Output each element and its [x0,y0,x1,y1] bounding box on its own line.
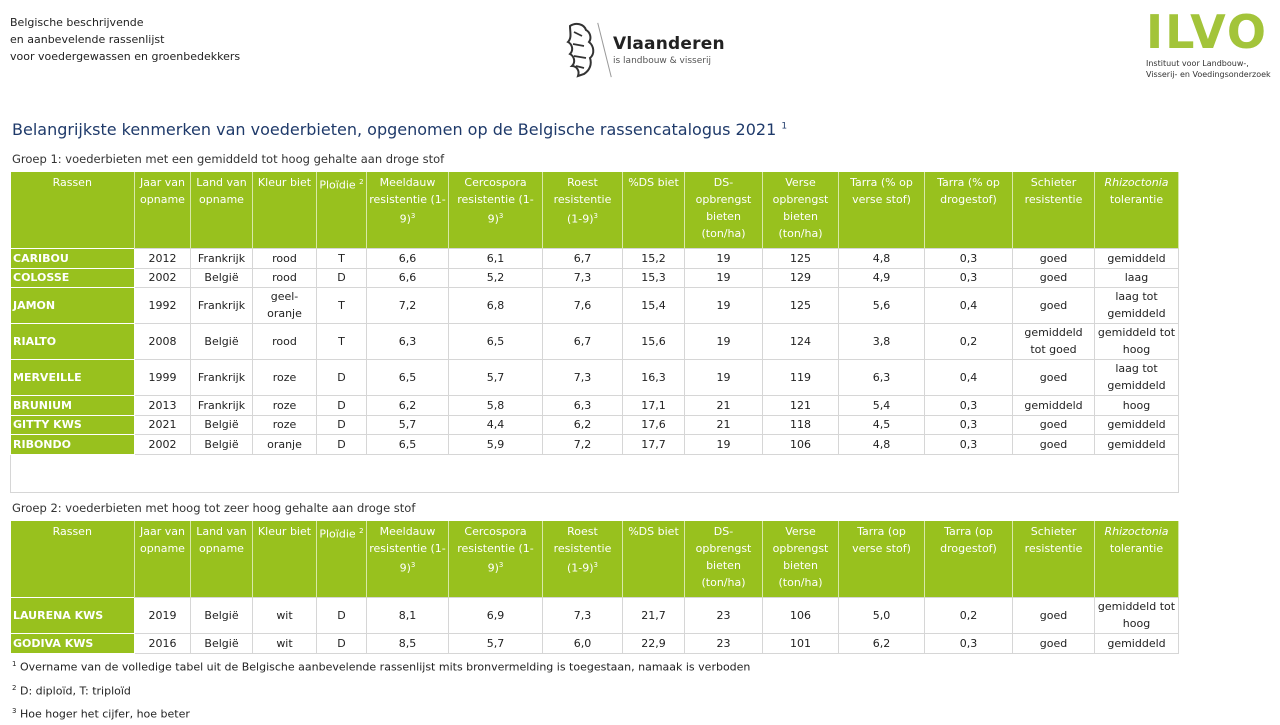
cell-rassen: MERVEILLE [11,359,135,395]
flemish-lion-icon [562,20,598,80]
table-spacer-row [11,454,1179,492]
cell-tarra-vers: 4,9 [839,268,925,287]
col-verse-opbrengst: Verse opbrengst bieten (ton/ha) [763,172,839,248]
cell-ds-biet: 15,4 [623,287,685,323]
table-row [11,359,1179,395]
cell-rhizoctonia: hoog [1095,395,1179,415]
cell-roest: 7,3 [543,359,623,395]
footnote-3: $^3$ Hoe hoger het cijfer, hoe beter [12,707,190,721]
cell-ds-biet: 16,3 [623,359,685,395]
table-row [11,287,1179,323]
cell-roest: 6,7 [543,248,623,268]
col-schieter: Schieter resistentie [1013,521,1095,597]
cell-meeldauw: 6,5 [367,434,449,454]
cell-rhizoctonia: gemiddeld [1095,434,1179,454]
cell-tarra-droog: 0,3 [925,248,1013,268]
cell-kleur: roze [253,415,317,434]
table-row [11,248,1179,268]
group2-header-row [11,521,1179,597]
cell-schieter: goed [1013,633,1095,653]
cell-roest: 7,3 [543,597,623,633]
cell-cercospora: 5,9 [449,434,543,454]
cell-land: België [191,434,253,454]
col-tarra-droog: Tarra (op drogestof) [925,521,1013,597]
subtitle-line-3: voor voedergewassen en groenbedekkers [10,50,241,63]
cell-rhizoctonia: gemiddeld tot hoog [1095,323,1179,359]
col-rassen: Rassen [11,521,135,597]
group1-header-row [11,172,1179,248]
cell-tarra-droog: 0,3 [925,415,1013,434]
footnote-2: $^2$ D: diploïd, T: triploïd [12,683,131,698]
cell-tarra-droog: 0,3 [925,395,1013,415]
col-ds-opbrengst: DS-opbrengst bieten (ton/ha) [685,521,763,597]
cell-verse-opbrengst: 118 [763,415,839,434]
cell-tarra-vers: 5,4 [839,395,925,415]
table-row [11,395,1179,415]
cell-ds-biet: 17,1 [623,395,685,415]
cell-verse-opbrengst: 106 [763,434,839,454]
cell-rassen: JAMON [11,287,135,323]
col-jaar: Jaar van opname [135,521,191,597]
cell-rhizoctonia: laag tot gemiddeld [1095,359,1179,395]
cell-ds-opbrengst: 23 [685,597,763,633]
group1-table [10,172,1179,493]
cell-rhizoctonia: laag [1095,268,1179,287]
cell-tarra-vers: 4,8 [839,434,925,454]
cell-roest: 7,6 [543,287,623,323]
cell-ploidie: D [317,597,367,633]
table-row [11,323,1179,359]
cell-rassen: RIALTO [11,323,135,359]
table-row [11,268,1179,287]
col-tarra-vers: Tarra (% op verse stof) [839,172,925,248]
cell-verse-opbrengst: 125 [763,287,839,323]
cell-jaar: 2019 [135,597,191,633]
cell-schieter: goed [1013,434,1095,454]
cell-rassen: GITTY KWS [11,415,135,434]
cell-tarra-vers: 5,6 [839,287,925,323]
col-cercospora: Cercospora resistentie $(1-9)^3$ [449,172,543,248]
col-land: Land van opname [191,172,253,248]
vlaanderen-logo [562,20,725,80]
cell-cercospora: 4,4 [449,415,543,434]
cell-meeldauw: 7,2 [367,287,449,323]
col-verse-opbrengst: Verse opbrengst bieten (ton/ha) [763,521,839,597]
col-rhizoctonia: Rhizoctonia tolerantie [1095,172,1179,248]
cell-roest: 6,7 [543,323,623,359]
col-meeldauw: Meeldauw resistentie $(1-9)^3$ [367,172,449,248]
cell-ploidie: D [317,395,367,415]
cell-cercospora: 6,9 [449,597,543,633]
cell-cercospora: 5,7 [449,359,543,395]
cell-jaar: 2002 [135,434,191,454]
col-tarra-vers: Tarra (op verse stof) [839,521,925,597]
cell-ds-opbrengst: 21 [685,415,763,434]
cell-schieter: goed [1013,415,1095,434]
cell-tarra-vers: 4,8 [839,248,925,268]
cell-rassen: GODIVA KWS [11,633,135,653]
cell-land: Frankrijk [191,287,253,323]
cell-roest: 6,2 [543,415,623,434]
cell-jaar: 2016 [135,633,191,653]
cell-meeldauw: 6,6 [367,248,449,268]
cell-land: België [191,633,253,653]
cell-ploidie: T [317,323,367,359]
table-row [11,633,1179,653]
cell-rhizoctonia: laag tot gemiddeld [1095,287,1179,323]
cell-cercospora: 5,2 [449,268,543,287]
cell-tarra-droog: 0,4 [925,287,1013,323]
cell-schieter: goed [1013,268,1095,287]
cell-tarra-droog: 0,2 [925,323,1013,359]
cell-rhizoctonia: gemiddeld tot hoog [1095,597,1179,633]
cell-roest: 6,3 [543,395,623,415]
col-roest: Roest resistentie $(1-9)^3$ [543,521,623,597]
col-meeldauw: Meeldauw resistentie $(1-9)^3$ [367,521,449,597]
cell-ds-opbrengst: 19 [685,323,763,359]
col-rassen: Rassen [11,172,135,248]
col-rhizoctonia: Rhizoctonia tolerantie [1095,521,1179,597]
col-ploidie: Ploïdie $^2$ [317,172,367,248]
cell-kleur: roze [253,395,317,415]
cell-ploidie: D [317,359,367,395]
cell-ds-biet: 21,7 [623,597,685,633]
logo-separator [597,23,612,78]
cell-rassen: CARIBOU [11,248,135,268]
cell-meeldauw: 5,7 [367,415,449,434]
ilvo-name: ILVO [1146,5,1268,59]
cell-kleur: rood [253,248,317,268]
cell-meeldauw: 8,1 [367,597,449,633]
cell-jaar: 1992 [135,287,191,323]
cell-schieter: goed [1013,359,1095,395]
cell-rassen: RIBONDO [11,434,135,454]
cell-ploidie: T [317,248,367,268]
col-land: Land van opname [191,521,253,597]
cell-jaar: 2021 [135,415,191,434]
col-ds-biet: %DS biet [623,172,685,248]
cell-roest: 6,0 [543,633,623,653]
col-ds-opbrengst: DS-opbrengst bieten (ton/ha) [685,172,763,248]
group2-label: Groep 2: voederbieten met hoog tot zeer hoog gehalte aan droge stof [12,501,416,515]
table-row [11,415,1179,434]
cell-land: België [191,597,253,633]
spacer-cell [11,454,1179,492]
col-kleur: Kleur biet [253,521,317,597]
cell-verse-opbrengst: 119 [763,359,839,395]
cell-kleur: rood [253,323,317,359]
cell-cercospora: 5,7 [449,633,543,653]
cell-tarra-vers: 6,2 [839,633,925,653]
cell-jaar: 2012 [135,248,191,268]
title-footnote-ref: 1 [781,121,788,132]
cell-meeldauw: 6,2 [367,395,449,415]
cell-verse-opbrengst: 106 [763,597,839,633]
col-schieter: Schieter resistentie [1013,172,1095,248]
cell-ds-biet: 17,6 [623,415,685,434]
cell-ploidie: D [317,434,367,454]
cell-verse-opbrengst: 129 [763,268,839,287]
cell-schieter: goed [1013,287,1095,323]
cell-kleur: oranje [253,434,317,454]
cell-ds-biet: 15,2 [623,248,685,268]
cell-land: België [191,415,253,434]
cell-tarra-droog: 0,3 [925,268,1013,287]
table-row [11,434,1179,454]
col-jaar: Jaar van opname [135,172,191,248]
cell-rassen: COLOSSE [11,268,135,287]
subtitle-line-2: en aanbevelende rassenlijst [10,33,165,46]
cell-meeldauw: 6,5 [367,359,449,395]
cell-jaar: 1999 [135,359,191,395]
cell-rassen: LAURENA KWS [11,597,135,633]
cell-tarra-vers: 3,8 [839,323,925,359]
cell-ds-opbrengst: 23 [685,633,763,653]
cell-cercospora: 6,1 [449,248,543,268]
cell-ds-opbrengst: 19 [685,248,763,268]
col-roest: Roest resistentie $(1-9)^3$ [543,172,623,248]
cell-tarra-droog: 0,2 [925,597,1013,633]
cell-schieter: goed [1013,248,1095,268]
cell-meeldauw: 6,6 [367,268,449,287]
cell-rhizoctonia: gemiddeld [1095,633,1179,653]
cell-kleur: wit [253,597,317,633]
cell-cercospora: 5,8 [449,395,543,415]
cell-kleur: rood [253,268,317,287]
cell-ds-opbrengst: 19 [685,434,763,454]
cell-tarra-vers: 5,0 [839,597,925,633]
subtitle-line-1: Belgische beschrijvende [10,16,144,29]
cell-land: Frankrijk [191,395,253,415]
cell-schieter: goed [1013,597,1095,633]
cell-ploidie: T [317,287,367,323]
cell-ds-opbrengst: 19 [685,287,763,323]
cell-schieter: gemiddeld [1013,395,1095,415]
cell-verse-opbrengst: 101 [763,633,839,653]
cell-ds-opbrengst: 19 [685,359,763,395]
cell-kleur: roze [253,359,317,395]
cell-jaar: 2008 [135,323,191,359]
ilvo-line-2: Visserij- en Voedingsonderzoek [1146,70,1271,79]
cell-jaar: 2013 [135,395,191,415]
document-subtitle [10,14,240,65]
col-tarra-droog: Tarra (% op drogestof) [925,172,1013,248]
cell-rhizoctonia: gemiddeld [1095,415,1179,434]
cell-verse-opbrengst: 125 [763,248,839,268]
cell-ploidie: D [317,268,367,287]
cell-land: België [191,323,253,359]
cell-kleur: geel-oranje [253,287,317,323]
cell-tarra-droog: 0,4 [925,359,1013,395]
footnote-1: $^1$ Overname van de volledige tabel uit de Belgische aanbevelende rassenlijst mits bronvermelding is toegestaan, namaak is verboden [12,660,751,674]
cell-kleur: wit [253,633,317,653]
group1-label: Groep 1: voederbieten met een gemiddeld tot hoog gehalte aan droge stof [12,152,445,166]
cell-tarra-vers: 6,3 [839,359,925,395]
cell-tarra-droog: 0,3 [925,434,1013,454]
cell-roest: 7,2 [543,434,623,454]
footnotes [12,654,750,725]
col-ds-biet: %DS biet [623,521,685,597]
table-row [11,597,1179,633]
cell-ploidie: D [317,415,367,434]
ilvo-line-1: Instituut voor Landbouw-, [1146,59,1249,68]
cell-rassen: BRUNIUM [11,395,135,415]
page-title [12,120,787,139]
group2-table [10,521,1179,654]
vlaanderen-tagline: is landbouw & visserij [613,56,711,66]
cell-land: België [191,268,253,287]
ilvo-logo [1146,5,1271,80]
cell-rhizoctonia: gemiddeld [1095,248,1179,268]
cell-cercospora: 6,5 [449,323,543,359]
col-cercospora: Cercospora resistentie $(1-9)^3$ [449,521,543,597]
cell-land: Frankrijk [191,359,253,395]
vlaanderen-name: Vlaanderen [613,34,725,54]
cell-ds-opbrengst: 19 [685,268,763,287]
cell-ds-biet: 15,3 [623,268,685,287]
col-ploidie: Ploïdie $^2$ [317,521,367,597]
cell-ds-biet: 22,9 [623,633,685,653]
cell-verse-opbrengst: 124 [763,323,839,359]
cell-ploidie: D [317,633,367,653]
cell-ds-biet: 15,6 [623,323,685,359]
cell-roest: 7,3 [543,268,623,287]
cell-meeldauw: 8,5 [367,633,449,653]
cell-ds-opbrengst: 21 [685,395,763,415]
cell-jaar: 2002 [135,268,191,287]
cell-schieter: gemiddeld tot goed [1013,323,1095,359]
col-kleur: Kleur biet [253,172,317,248]
cell-verse-opbrengst: 121 [763,395,839,415]
cell-ds-biet: 17,7 [623,434,685,454]
cell-land: Frankrijk [191,248,253,268]
page-title-text: Belangrijkste kenmerken van voederbieten, opgenomen op de Belgische rassencatalogus 2021 [12,120,777,139]
cell-tarra-vers: 4,5 [839,415,925,434]
cell-meeldauw: 6,3 [367,323,449,359]
cell-cercospora: 6,8 [449,287,543,323]
cell-tarra-droog: 0,3 [925,633,1013,653]
